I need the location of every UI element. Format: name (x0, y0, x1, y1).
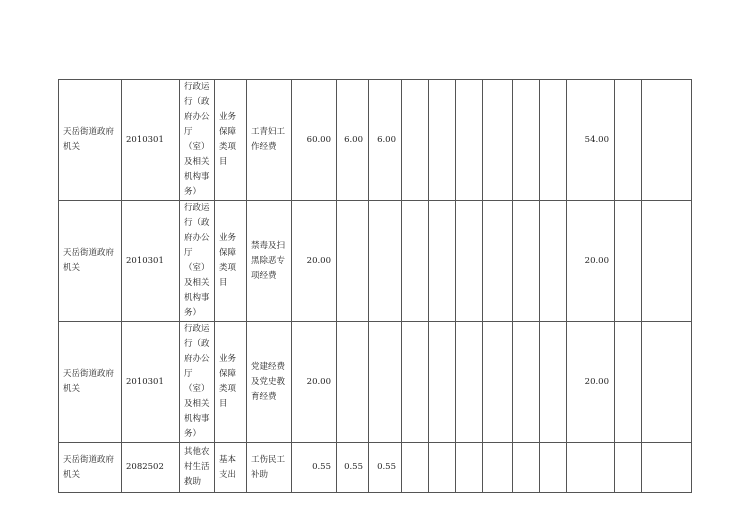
type-cell: 业务保障类项目 (215, 322, 247, 443)
empty-cell (483, 80, 513, 201)
code-cell: 2010301 (122, 322, 180, 443)
empty-cell (483, 322, 513, 443)
empty-cell (429, 443, 456, 493)
empty-cell (513, 80, 540, 201)
value-cell (369, 322, 402, 443)
empty-cell (615, 443, 642, 493)
empty-cell (642, 201, 692, 322)
project-cell: 工青妇工作经费 (247, 80, 292, 201)
value-cell: 0.55 (337, 443, 369, 493)
empty-cell (615, 322, 642, 443)
total-cell: 20.00 (292, 201, 337, 322)
empty-cell (513, 322, 540, 443)
empty-cell (429, 80, 456, 201)
project-cell: 禁毒及扫黑除恶专项经费 (247, 201, 292, 322)
empty-cell (540, 322, 567, 443)
budget-table (58, 79, 692, 493)
empty-cell (402, 80, 429, 201)
type-cell: 业务保障类项目 (215, 201, 247, 322)
unit-cell: 天岳街道政府机关 (59, 443, 122, 493)
value-cell: 0.55 (369, 443, 402, 493)
empty-cell (513, 443, 540, 493)
value-cell (337, 322, 369, 443)
table-row (59, 443, 692, 493)
total-cell: 20.00 (292, 322, 337, 443)
unit-cell: 天岳街道政府机关 (59, 322, 122, 443)
table-row (59, 322, 692, 443)
category-cell: 行政运行（政府办公厅（室）及相关机构事务） (180, 201, 215, 322)
empty-cell (429, 322, 456, 443)
project-cell: 工伤民工补助 (247, 443, 292, 493)
empty-cell (402, 201, 429, 322)
empty-cell (456, 201, 483, 322)
empty-cell (483, 443, 513, 493)
unit-cell: 天岳街道政府机关 (59, 80, 122, 201)
unit-cell: 天岳街道政府机关 (59, 201, 122, 322)
empty-cell (540, 201, 567, 322)
empty-cell (429, 201, 456, 322)
empty-cell (456, 322, 483, 443)
empty-cell (642, 322, 692, 443)
code-cell: 2010301 (122, 80, 180, 201)
type-cell: 基本支出 (215, 443, 247, 493)
empty-cell (615, 201, 642, 322)
total-cell: 60.00 (292, 80, 337, 201)
code-cell: 2010301 (122, 201, 180, 322)
project-cell: 党建经费及党史教育经费 (247, 322, 292, 443)
empty-cell (642, 80, 692, 201)
empty-cell (540, 80, 567, 201)
empty-cell (456, 443, 483, 493)
value-cell (567, 443, 615, 493)
value-cell (369, 201, 402, 322)
empty-cell (642, 443, 692, 493)
empty-cell (402, 443, 429, 493)
table-row (59, 80, 692, 201)
empty-cell (513, 201, 540, 322)
code-cell: 2082502 (122, 443, 180, 493)
category-cell: 行政运行（政府办公厅（室）及相关机构事务） (180, 322, 215, 443)
value-cell: 54.00 (567, 80, 615, 201)
empty-cell (483, 201, 513, 322)
value-cell: 20.00 (567, 322, 615, 443)
empty-cell (540, 443, 567, 493)
category-cell: 其他农村生活救助 (180, 443, 215, 493)
value-cell: 6.00 (369, 80, 402, 201)
value-cell (337, 201, 369, 322)
empty-cell (615, 80, 642, 201)
category-cell: 行政运行（政府办公厅（室）及相关机构事务） (180, 80, 215, 201)
type-cell: 业务保障类项目 (215, 80, 247, 201)
value-cell: 20.00 (567, 201, 615, 322)
total-cell: 0.55 (292, 443, 337, 493)
table-row (59, 201, 692, 322)
empty-cell (402, 322, 429, 443)
empty-cell (456, 80, 483, 201)
value-cell: 6.00 (337, 80, 369, 201)
